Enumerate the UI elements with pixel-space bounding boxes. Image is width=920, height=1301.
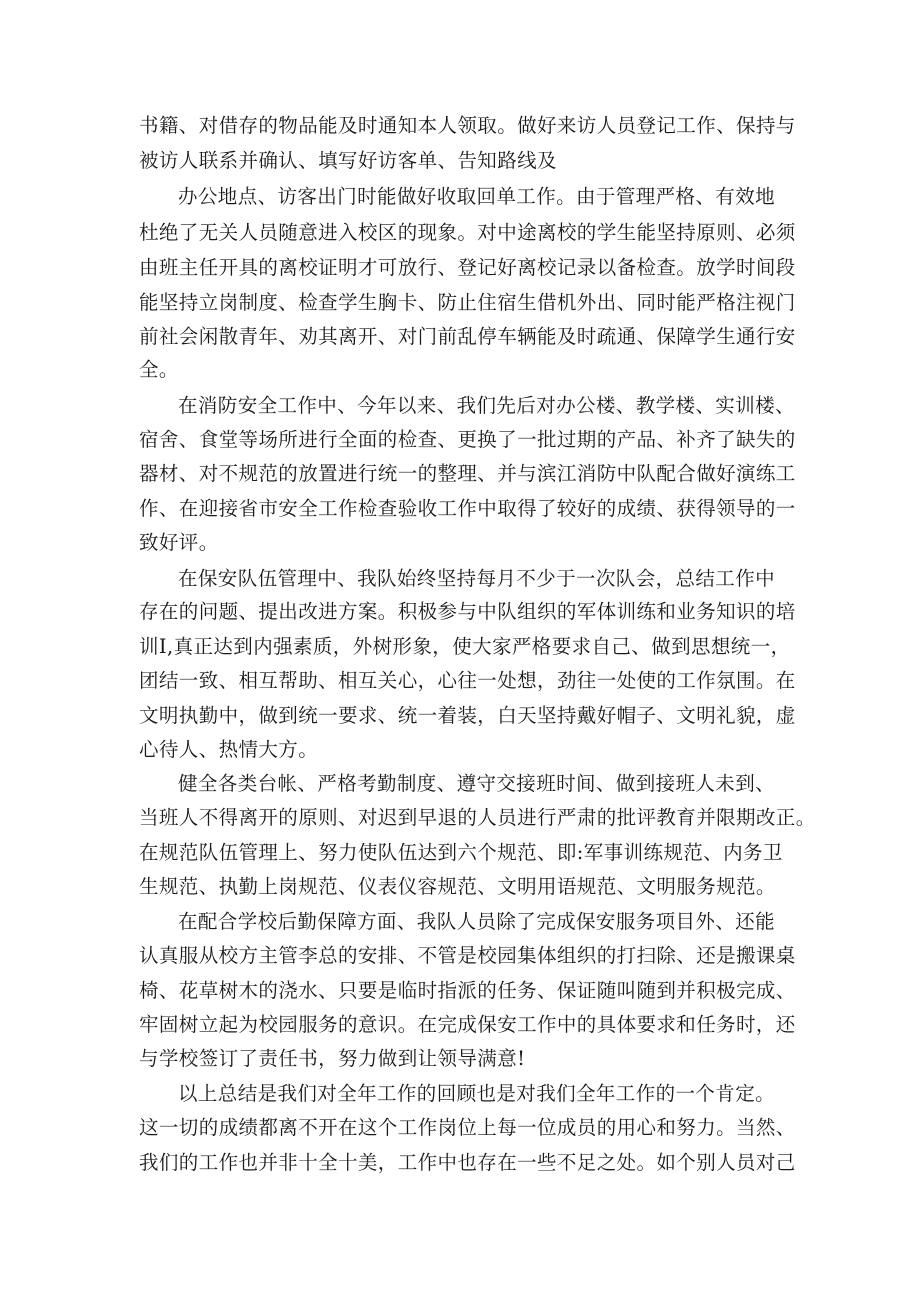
- text-line: 被访人联系并确认、填写好访客单、告知路线及: [139, 149, 557, 172]
- text-line: 健全各类台帐、严格考勤制度、遵守交接班时间、做到接班人未到、: [178, 772, 776, 795]
- text-line: 这一切的成绩都离不开在这个工作岗位上每一位成员的用心和努力。当然、: [139, 1116, 796, 1139]
- text-line: 全。: [139, 358, 179, 381]
- text-line: 认真服从校方主管李总的安排、不管是校园集体组织的打扫除、还是搬课桌: [139, 944, 796, 967]
- text-line: 在消防安全工作中、今年以来、我们先后对办公楼、教学楼、实训楼、: [178, 394, 795, 417]
- text-line: 以上总结是我们对全年工作的回顾也是对我们全年工作的一个肯定。: [178, 1082, 776, 1105]
- text-line: 与学校签订了责任书，努力做到让领导满意!: [139, 1047, 526, 1070]
- text-line: 作、在迎接省市安全工作检查验收工作中取得了较好的成绩、获得领导的一: [139, 497, 796, 520]
- text-line: 训I,真正达到内强素质，外树形象，使大家严格要求自己、做到思想统一，: [139, 635, 791, 658]
- text-line: 宿舍、食堂等场所进行全面的检查、更换了一批过期的产品、补齐了缺失的: [139, 428, 796, 451]
- text-line: 器材、对不规范的放置进行统一的整理、并与滨江消防中队配合做好演练工: [139, 462, 796, 485]
- text-line: 能坚持立岗制度、检查学生胸卡、防止住宿生借机外出、同时能严格注视门: [139, 291, 796, 314]
- text-line: 我们的工作也并非十全十美，工作中也存在一些不足之处。如个别人员对己: [139, 1151, 796, 1174]
- text-line: 由班主任开具的离校证明才可放行、登记好离校记录以备检查。放学时间段: [139, 256, 796, 279]
- text-line: 椅、花草树木的浇水、只要是临时指派的任务、保证随叫随到并积极完成、: [139, 979, 796, 1002]
- text-line: 在保安队伍管理中、我队始终坚持每月不少于一次队会，总结工作中: [178, 567, 776, 590]
- text-line: 团结一致、相互帮助、相互关心，心往一处想，劲往一处使的工作氛围。在: [139, 669, 796, 692]
- text-line: 生规范、执勤上岗规范、仪表仪容规范、文明用语规范、文明服务规范。: [139, 875, 776, 898]
- text-line: 致好评。: [139, 531, 219, 554]
- text-line: 牢固树立起为校园服务的意识。在完成保安工作中的具体要求和任务时，还: [139, 1013, 796, 1036]
- text-line: 在配合学校后勤保障方面、我队人员除了完成保安服务项目外、还能: [178, 910, 776, 933]
- text-line: 心待人、热情大方。: [139, 738, 319, 761]
- text-line: 当班人不得离开的原则、对迟到早退的人员进行严肃的批评教育并限期改正。: [139, 806, 816, 829]
- text-line: 杜绝了无关人员随意进入校区的现象。对中途离校的学生能坚持原则、必须: [139, 221, 796, 244]
- text-line: 文明执勤中，做到统一要求、统一着装，白天坚持戴好帽子、文明礼貌，虚: [139, 704, 796, 727]
- text-line: 前社会闲散青年、劝其离开、对门前乱停车辆能及时疏通、保障学生通行安: [139, 325, 796, 348]
- text-line: 办公地点、访客出门时能做好收取回单工作。由于管理严格、有效地: [178, 185, 776, 208]
- text-line: 书籍、对借存的物品能及时通知本人领取。做好来访人员登记工作、保持与: [139, 114, 796, 137]
- text-line: 存在的问题、提出改进方案。积极参与中队组织的军体训练和业务知识的培: [139, 600, 796, 623]
- text-line: 在规范队伍管理上、努力使队伍达到六个规范、即:军事训练规范、内务卫: [139, 841, 783, 864]
